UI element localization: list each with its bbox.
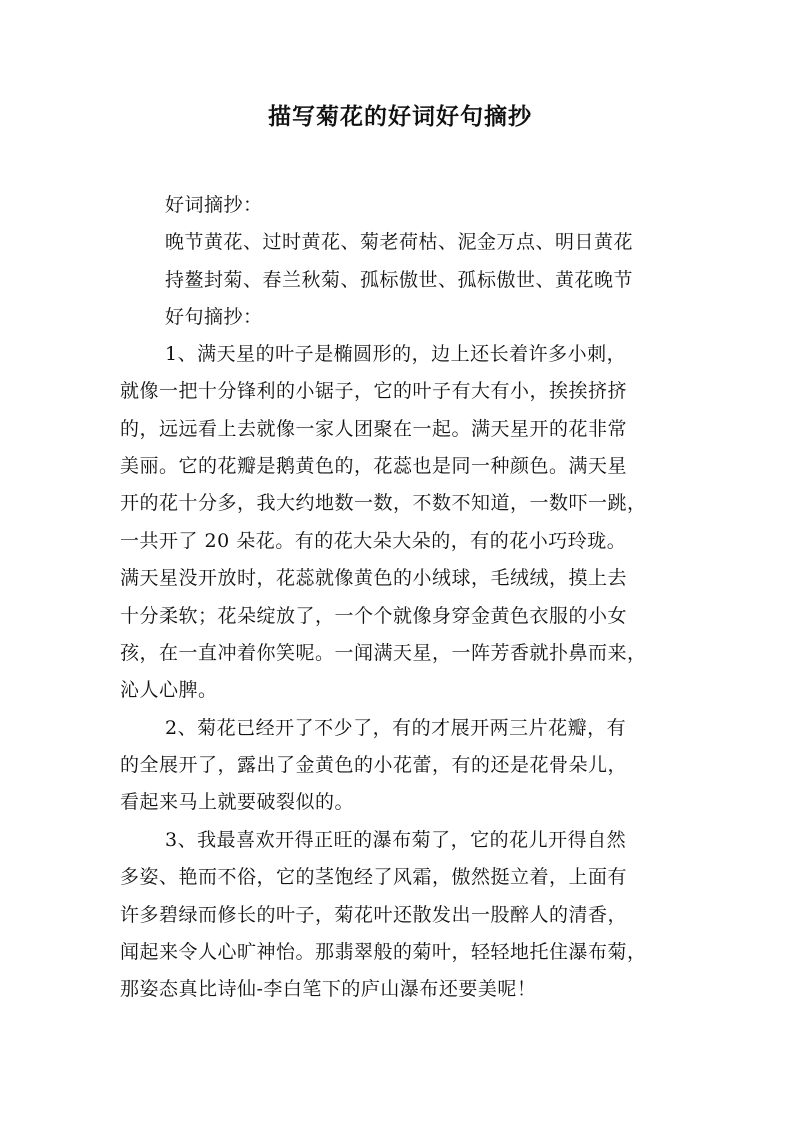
paragraph-line: 满天星没开放时，花蕊就像黄色的小绒球，毛绒绒，摸上去 bbox=[120, 567, 628, 589]
paragraph-line: 那姿态真比诗仙-李白笔下的庐山瀑布还要美呢！ bbox=[120, 978, 537, 1000]
document-title: 描写菊花的好词好句摘抄 bbox=[268, 104, 532, 130]
words-line: 持鳌封菊、春兰秋菊、孤标傲世、孤标傲世、黄花晚节 bbox=[165, 269, 634, 291]
paragraph-line: 开的花十分多，我大约地数一数，不数不知道，一数吓一跳， bbox=[120, 492, 647, 514]
words-line: 晚节黄花、过时黄花、菊老荷枯、泥金万点、明日黄花 bbox=[165, 231, 634, 253]
paragraph-line: 的全展开了，露出了金黄色的小花蕾，有的还是花骨朵儿， bbox=[120, 754, 628, 776]
words-heading: 好词摘抄： bbox=[165, 194, 263, 216]
paragraph-line: 十分柔软；花朵绽放了，一个个就像身穿金黄色衣服的小女 bbox=[120, 605, 628, 627]
paragraph-line: 一共开了 20 朵花。有的花大朵大朵的，有的花小巧玲珑。 bbox=[120, 530, 627, 552]
paragraph-line: 多姿、艳而不俗，它的茎饱经了风霜，傲然挺立着，上面有 bbox=[120, 866, 628, 888]
paragraph-line: 2、菊花已经开了不少了，有的才展开两三片花瓣，有 bbox=[165, 717, 627, 739]
paragraph-line: 的，远远看上去就像一家人团聚在一起。满天星开的花非常 bbox=[120, 418, 628, 440]
paragraph-line: 沁人心脾。 bbox=[120, 679, 218, 701]
paragraph-line: 闻起来令人心旷神怡。那翡翠般的菊叶，轻轻地托住瀑布菊， bbox=[120, 941, 647, 963]
paragraph-line: 1、满天星的叶子是椭圆形的，边上还长着许多小刺， bbox=[165, 343, 627, 365]
paragraph-line: 美丽。它的花瓣是鹅黄色的，花蕊也是同一种颜色。满天星 bbox=[120, 455, 628, 477]
paragraph-line: 许多碧绿而修长的叶子，菊花叶还散发出一股醉人的清香， bbox=[120, 904, 628, 926]
sentences-heading: 好句摘抄： bbox=[165, 306, 263, 328]
paragraph-line: 就像一把十分锋利的小锯子，它的叶子有大有小，挨挨挤挤 bbox=[120, 380, 628, 402]
paragraph-line: 3、我最喜欢开得正旺的瀑布菊了，它的花儿开得自然 bbox=[165, 829, 627, 851]
paragraph-line: 看起来马上就要破裂似的。 bbox=[120, 791, 355, 813]
paragraph-line: 孩，在一直冲着你笑呢。一闻满天星，一阵芳香就扑鼻而来， bbox=[120, 642, 647, 664]
